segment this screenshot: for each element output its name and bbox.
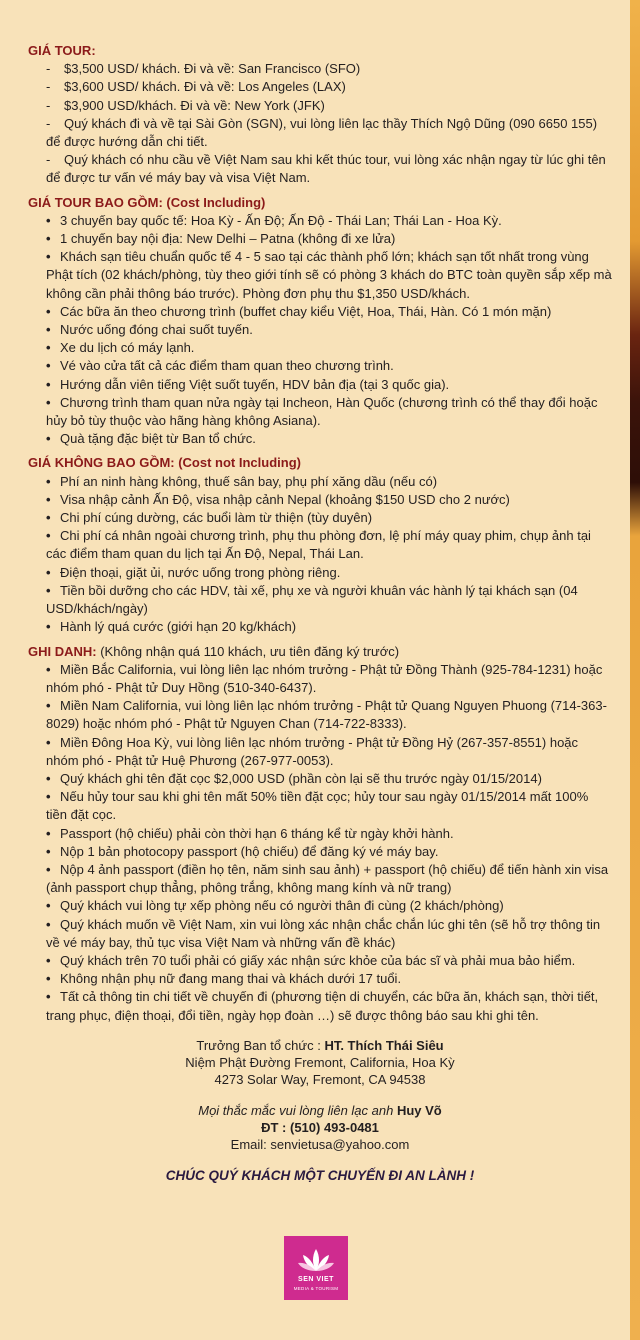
register-item: [28, 861, 612, 897]
bullet-marker: •: [46, 473, 51, 489]
sen-viet-logo: [284, 1236, 348, 1300]
included-item-text: Khách sạn tiêu chuẩn quốc tế 4 - 5 sao tại các thành phố lớn; khách sạn tốt nhất trong vùng Phật tích (02 khách/phòng, tùy theo giới tính sẽ có phòng 3 khách do BTC toàn quyền sắp xếp mà không cần phải thông báo trước). Phòng đơn phụ thu $1,350 USD/khách.: [46, 249, 612, 301]
register-item: [28, 825, 612, 843]
excluded-item-text: Tiền bồi dưỡng cho các HDV, tài xế, phụ xe và người khuân vác hành lý tại khách sạn (04 USD/khách/ngày): [46, 582, 578, 617]
bullet-marker: •: [46, 825, 51, 841]
bullet-marker: •: [46, 582, 51, 598]
price-item: [28, 60, 612, 78]
included-item-text: Hướng dẫn viên tiếng Việt suốt tuyến, HDV bản địa (tại 3 quốc gia).: [60, 376, 450, 392]
included-item-text: 3 chuyến bay quốc tế: Hoa Kỳ - Ấn Độ; Ấn Độ - Thái Lan; Thái Lan - Hoa Kỳ.: [60, 212, 502, 228]
register-item-text: Không nhận phụ nữ đang mang thai và khách dưới 17 tuổi.: [60, 971, 402, 987]
tour-info-content: [28, 42, 612, 1185]
bullet-marker: •: [46, 322, 51, 338]
included-item: [28, 339, 612, 357]
register-item-text: Miền Nam California, vui lòng liên lạc nhóm trưởng - Phật tử Quang Nguyen Phuong (714-363-8029) hoặc nhóm phó - Phật tử Nguyen Chan (714-722-8333).: [46, 698, 607, 732]
bullet-marker: •: [46, 510, 51, 526]
organizer-address: 4273 Solar Way, Fremont, CA 94538: [214, 1071, 426, 1087]
decorative-photo-strip: [630, 0, 640, 1340]
bullet-marker: •: [46, 770, 51, 786]
register-item: [28, 843, 612, 861]
included-section: [28, 194, 612, 449]
register-item: [28, 952, 612, 970]
register-item-text: Quý khách muốn về Việt Nam, xin vui lòng xác nhận chắc chắn lúc ghi tên (sẽ hỗ trợ thông tin về vé máy bay, thủ tục visa Việt Nam và những vấn đề khác): [46, 916, 601, 950]
bullet-marker: •: [46, 340, 51, 356]
register-item: [28, 970, 612, 988]
register-item-text: Tất cả thông tin chi tiết về chuyến đi (phương tiện di chuyển, các bữa ăn, khách sạn, thời tiết, trang phục, điện thoại, đổi tiền, ngày họp đoàn …) sẽ được thông báo sau khi ghi tên.: [46, 989, 599, 1023]
included-item: [28, 394, 612, 430]
bullet-marker: •: [46, 989, 51, 1005]
bullet-marker: •: [46, 843, 51, 859]
logo-tagline: MEDIA & TOURISM: [293, 1286, 339, 1291]
included-item: [28, 248, 612, 303]
excluded-item-text: Chi phí cá nhân ngoài chương trình, phụ thu phòng đơn, lệ phí máy quay phim, chụp ảnh tại các điểm tham quan du lịch tại Ấn Độ, Nepal, Thái Lan.: [46, 528, 591, 562]
excluded-item-text: Hành lý quá cước (giới hạn 20 kg/khách): [60, 619, 297, 635]
excluded-title: GIÁ KHÔNG BAO GỒM: (Cost not Including): [28, 455, 301, 471]
dash-marker: -: [46, 115, 51, 131]
included-item-text: Chương trình tham quan nửa ngày tại Incheon, Hàn Quốc (chương trình có thể thay đổi hoặc hủy bỏ tùy thuộc vào hãng hàng không Asiana).: [46, 394, 598, 429]
included-item: [28, 212, 612, 230]
included-item: [28, 230, 612, 248]
bullet-marker: •: [46, 431, 51, 447]
bullet-marker: •: [46, 303, 51, 319]
included-item-text: 1 chuyến bay nội địa: New Delhi – Patna (không đi xe lửa): [60, 231, 396, 247]
register-item-text: Passport (hộ chiếu) phải còn thời hạn 6 tháng kể từ ngày khởi hành.: [60, 825, 454, 841]
register-item: [28, 916, 612, 952]
bullet-marker: •: [46, 698, 51, 714]
included-item-text: Nước uống đóng chai suốt tuyến.: [60, 322, 253, 338]
register-item-text: Nộp 4 ảnh passport (điền họ tên, năm sinh sau ảnh) + passport (hộ chiếu) để tiến hành xin visa (ảnh passport chụp thẳng, phông trắng, không mang kính và nữ trang): [46, 861, 609, 896]
register-item: [28, 770, 612, 788]
price-item: [28, 115, 612, 151]
bullet-marker: •: [46, 528, 51, 544]
excluded-item: [28, 473, 612, 491]
bullet-marker: •: [46, 231, 51, 247]
included-item-text: Xe du lịch có máy lạnh.: [60, 340, 195, 356]
bullet-marker: •: [46, 734, 51, 750]
register-item: [28, 734, 612, 770]
bullet-marker: •: [46, 394, 51, 410]
bullet-marker: •: [46, 861, 51, 877]
organizer-temple: Niệm Phật Đường Fremont, California, Hoa Kỳ: [185, 1054, 455, 1070]
included-item-text: Quà tặng đặc biệt từ Ban tổ chức.: [60, 431, 256, 447]
price-item-text: Quý khách có nhu cầu về Việt Nam sau khi kết thúc tour, vui lòng xác nhận ngay từ lúc ghi tên để được tư vấn vé máy bay và visa Việt Nam.: [46, 152, 606, 186]
excluded-item-text: Visa nhập cảnh Ấn Độ, visa nhập cảnh Nepal (khoảng $150 USD cho 2 nước): [60, 491, 510, 507]
dash-marker: -: [46, 97, 51, 113]
register-item-text: Miền Đông Hoa Kỳ, vui lòng liên lạc nhóm trưởng - Phật tử Đồng Hỷ (267-357-8551) hoặc nhóm phó - Phật tử Huệ Phương (267-977-0053).: [46, 734, 579, 768]
excluded-list: [28, 473, 612, 637]
register-item-text: Nộp 1 bản photocopy passport (hộ chiếu) để đăng ký vé máy bay.: [60, 843, 439, 859]
bullet-marker: •: [46, 491, 51, 507]
bullet-marker: •: [46, 564, 51, 580]
price-item: [28, 151, 612, 187]
excluded-section: [28, 454, 612, 636]
footer-info: [28, 1037, 612, 1153]
excluded-item: [28, 618, 612, 636]
excluded-item-text: Điện thoại, giặt ủi, nước uống trong phòng riêng.: [60, 564, 341, 580]
register-list: [28, 661, 612, 1025]
register-item: [28, 988, 612, 1024]
excluded-item: [28, 491, 612, 509]
excluded-item: [28, 509, 612, 527]
price-list: [28, 60, 612, 187]
register-item: [28, 788, 612, 824]
bullet-marker: •: [46, 789, 51, 805]
register-item: [28, 697, 612, 733]
register-item-text: Quý khách vui lòng tự xếp phòng nếu có người thân đi cùng (2 khách/phòng): [60, 898, 504, 914]
included-list: [28, 212, 612, 449]
closing-message: CHÚC QUÝ KHÁCH MỘT CHUYẾN ĐI AN LÀNH !: [165, 1167, 475, 1183]
price-item-text: Quý khách đi và về tại Sài Gòn (SGN), vui lòng liên lạc thầy Thích Ngộ Dũng (090 6650 155) để được hướng dẫn chi tiết.: [46, 115, 598, 150]
excluded-item: [28, 582, 612, 618]
dash-marker: -: [46, 61, 51, 77]
price-title: GIÁ TOUR:: [28, 43, 96, 58]
organizer-name: HT. Thích Thái Siêu: [324, 1037, 444, 1053]
price-item-text: $3,600 USD/ khách. Đi và về: Los Angeles (LAX): [64, 79, 346, 95]
register-title: GHI DANH:: [28, 643, 97, 659]
register-item-text: Quý khách ghi tên đặt cọc $2,000 USD (phần còn lại sẽ thu trước ngày 01/15/2014): [60, 770, 542, 786]
register-heading: [28, 643, 612, 661]
included-item: [28, 430, 612, 448]
organizer-line: [28, 1037, 612, 1054]
dash-marker: -: [46, 152, 51, 168]
included-item: [28, 357, 612, 375]
contact-phone: [28, 1119, 612, 1136]
price-item: [28, 97, 612, 115]
excluded-item-text: Chi phí cúng dường, các buổi làm từ thiện (tùy duyên): [60, 510, 373, 526]
register-item-text: Quý khách trên 70 tuổi phải có giấy xác nhận sức khỏe của bác sĩ và phải mua bảo hiểm.: [60, 952, 576, 968]
bullet-marker: •: [46, 376, 51, 392]
included-item-text: Các bữa ăn theo chương trình (buffet chay kiểu Việt, Hoa, Thái, Hàn. Có 1 món mặn): [60, 303, 552, 319]
price-item-text: $3,500 USD/ khách. Đi và về: San Francisco (SFO): [64, 61, 361, 77]
bullet-marker: •: [46, 358, 51, 374]
included-title: GIÁ TOUR BAO GỒM: (Cost Including): [28, 194, 266, 210]
bullet-marker: •: [46, 952, 51, 968]
bullet-marker: •: [46, 619, 51, 635]
logo-brand: SEN VIET: [298, 1276, 334, 1283]
contact-line: [28, 1102, 612, 1119]
price-section: [28, 42, 612, 188]
contact-phone-text: ĐT : (510) 493-0481: [261, 1119, 379, 1135]
excluded-item-text: Phí an ninh hàng không, thuế sân bay, phụ phí xăng dầu (nếu có): [60, 473, 438, 489]
contact-label: Mọi thắc mắc vui lòng liên lạc anh: [198, 1102, 397, 1118]
bullet-marker: •: [46, 971, 51, 987]
bullet-marker: •: [46, 916, 51, 932]
contact-email: Email: senvietusa@yahoo.com: [230, 1136, 410, 1152]
register-item-text: Nếu hủy tour sau khi ghi tên mất 50% tiền đặt cọc; hủy tour sau ngày 01/15/2014 mất 100% tiền đặt cọc.: [46, 789, 589, 823]
bullet-marker: •: [46, 249, 51, 265]
lotus-icon: [298, 1246, 334, 1276]
included-item: [28, 303, 612, 321]
register-section: [28, 643, 612, 1025]
register-item: [28, 661, 612, 697]
dash-marker: -: [46, 79, 51, 95]
included-item: [28, 321, 612, 339]
included-item: [28, 376, 612, 394]
register-note: (Không nhận quá 110 khách, ưu tiên đăng ký trước): [96, 643, 400, 659]
organizer-label: Trưởng Ban tổ chức :: [196, 1037, 325, 1053]
price-item-text: $3,900 USD/khách. Đi và về: New York (JFK): [64, 97, 325, 113]
excluded-item: [28, 527, 612, 563]
contact-name: Huy Võ: [396, 1102, 442, 1118]
included-item-text: Vé vào cửa tất cả các điểm tham quan theo chương trình.: [60, 358, 394, 374]
register-item-text: Miền Bắc California, vui lòng liên lạc nhóm trưởng - Phật tử Đồng Thành (925-784-1231) hoặc nhóm phó - Phật tử Duy Hồng (510-340-6437).: [46, 661, 603, 695]
price-item: [28, 78, 612, 96]
register-item: [28, 897, 612, 915]
bullet-marker: •: [46, 898, 51, 914]
excluded-item: [28, 564, 612, 582]
bullet-marker: •: [46, 661, 51, 677]
bullet-marker: •: [46, 212, 51, 228]
